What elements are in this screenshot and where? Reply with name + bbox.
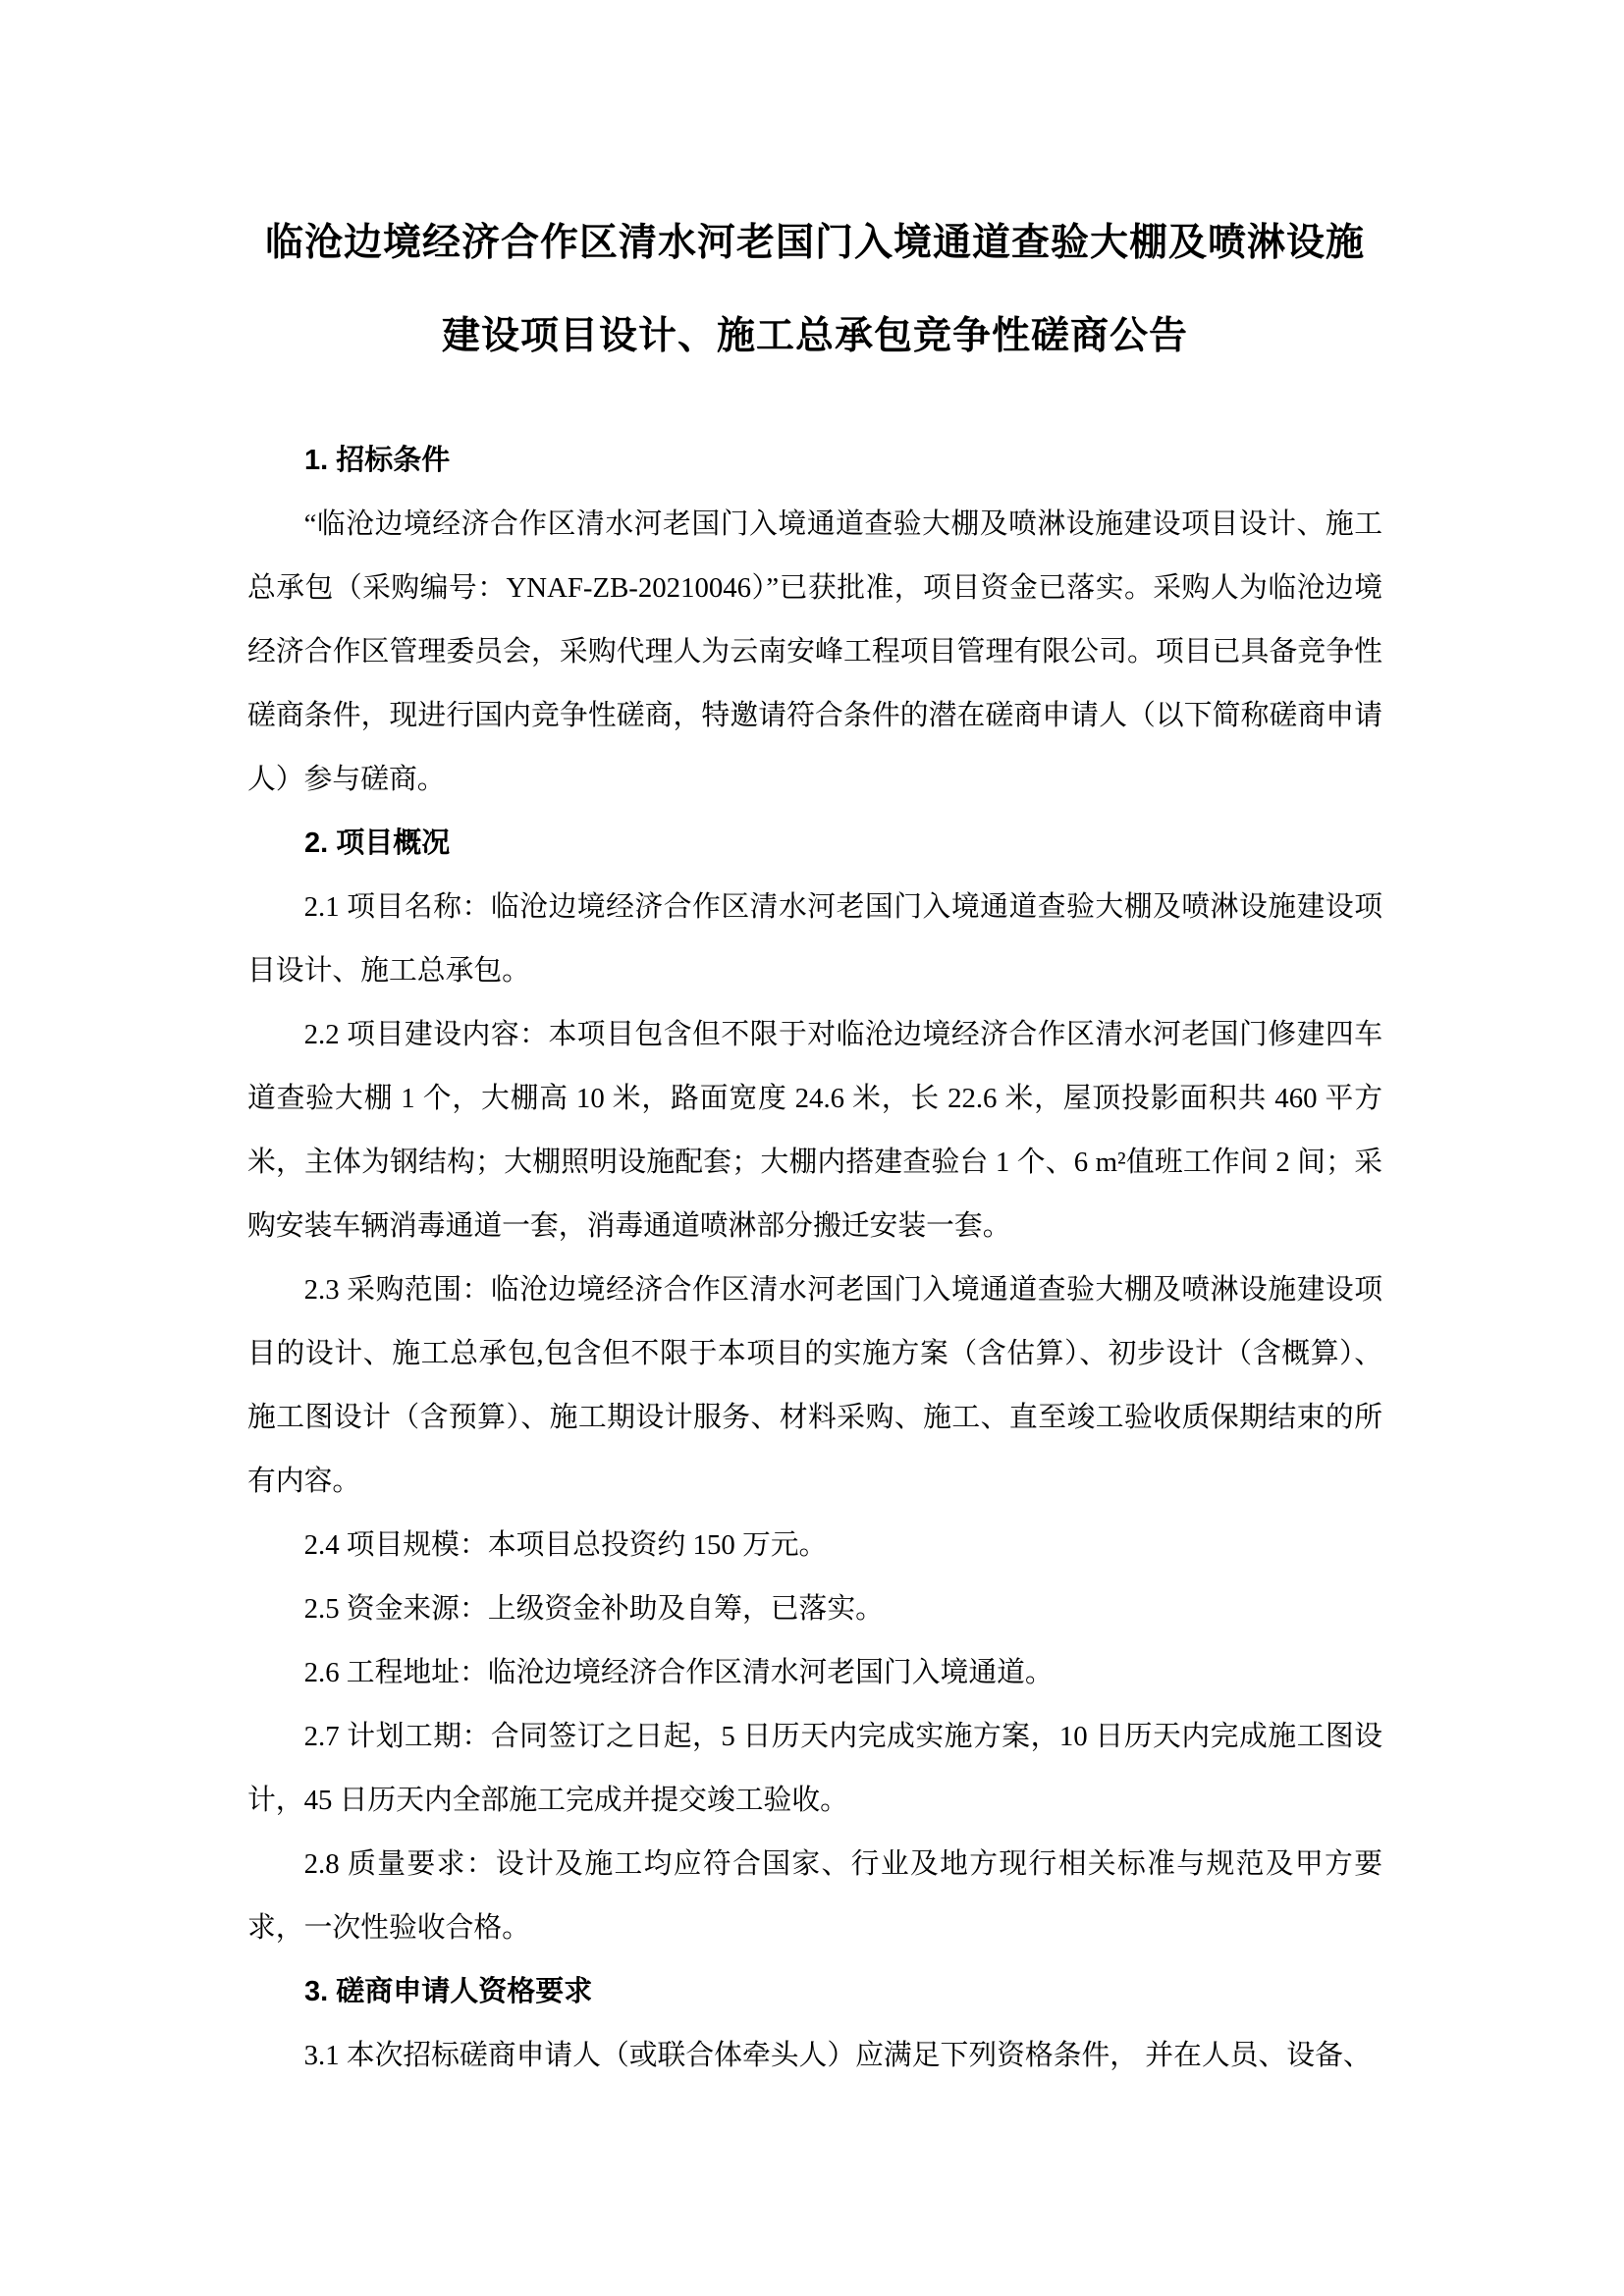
section-2-item-project-scale: 2.4 项目规模：本项目总投资约 150 万元。 bbox=[303, 1529, 828, 1561]
section-1-paragraph-1: “临沧边境经济合作区清水河老国门入境通道查验大棚及喷淋设施建设项目设计、施工总承包（采购编号：YNAF-ZB-20210046）”已获批准，项目资金已落实。采购人为临沧边境经济合作区管理委员会，采购代理人为云南安峰工程项目管理有限公司。项目已具备竞争性磋商条件，现进行国内竞争性磋商，特邀请符合条件的潜在磋商申请人（以下简称磋商申请人）参与磋商。 bbox=[247, 508, 1382, 795]
section-1-heading: 1. 招标条件 bbox=[304, 445, 451, 476]
section-bidding-conditions bbox=[247, 429, 1382, 812]
section-2-item-funding-source: 2.5 资金来源：上级资金补助及自筹，已落实。 bbox=[303, 1593, 884, 1625]
section-2-item-project-name: 2.1 项目名称：临沧边境经济合作区清水河老国门入境通道查验大棚及喷淋设施建设项目设计、施工总承包。 bbox=[247, 891, 1382, 987]
section-2-item-project-address: 2.6 工程地址：临沧边境经济合作区清水河老国门入境通道。 bbox=[303, 1657, 1054, 1688]
section-2-item-construction-content: 2.2 项目建设内容：本项目包含但不限于对临沧边境经济合作区清水河老国门修建四车道查验大棚 1 个，大棚高 10 米，路面宽度 24.6 米，长 22.6 米，屋顶投影面积共 460 平方米，主体为钢结构；大棚照明设施配套；大棚内搭建查验台 1 个、6 m²值班工作间 2 间；采购安装车辆消毒通道一套，消毒通道喷淋部分搬迁安装一套。 bbox=[247, 1019, 1382, 1242]
section-2-item-procurement-scope: 2.3 采购范围：临沧边境经济合作区清水河老国门入境通道查验大棚及喷淋设施建设项目的设计、施工总承包,包含但不限于本项目的实施方案（含估算）、初步设计（含概算）、施工图设计（含预算）、施工期设计服务、材料采购、施工、直至竣工验收质保期结束的所有内容。 bbox=[247, 1274, 1382, 1497]
section-project-overview bbox=[247, 812, 1382, 1960]
section-2-item-planned-schedule: 2.7 计划工期：合同签订之日起，5 日历天内完成实施方案，10 日历天内完成施工图设计，45 日历天内全部施工完成并提交竣工验收。 bbox=[247, 1721, 1382, 1816]
section-3-paragraph-1: 3.1 本次招标磋商申请人（或联合体牵头人）应满足下列资格条件， 并在人员、设备、 bbox=[303, 2040, 1372, 2071]
section-2-heading: 2. 项目概况 bbox=[304, 828, 451, 859]
document-title: 临沧边境经济合作区清水河老国门入境通道查验大棚及喷淋设施建设项目设计、施工总承包竞争性磋商公告 bbox=[264, 222, 1365, 357]
section-3-heading: 3. 磋商申请人资格要求 bbox=[304, 1976, 593, 2007]
section-applicant-qualifications bbox=[247, 1960, 1382, 2088]
section-2-item-quality-requirements: 2.8 质量要求：设计及施工均应符合国家、行业及地方现行相关标准与规范及甲方要求，一次性验收合格。 bbox=[247, 1848, 1382, 1944]
